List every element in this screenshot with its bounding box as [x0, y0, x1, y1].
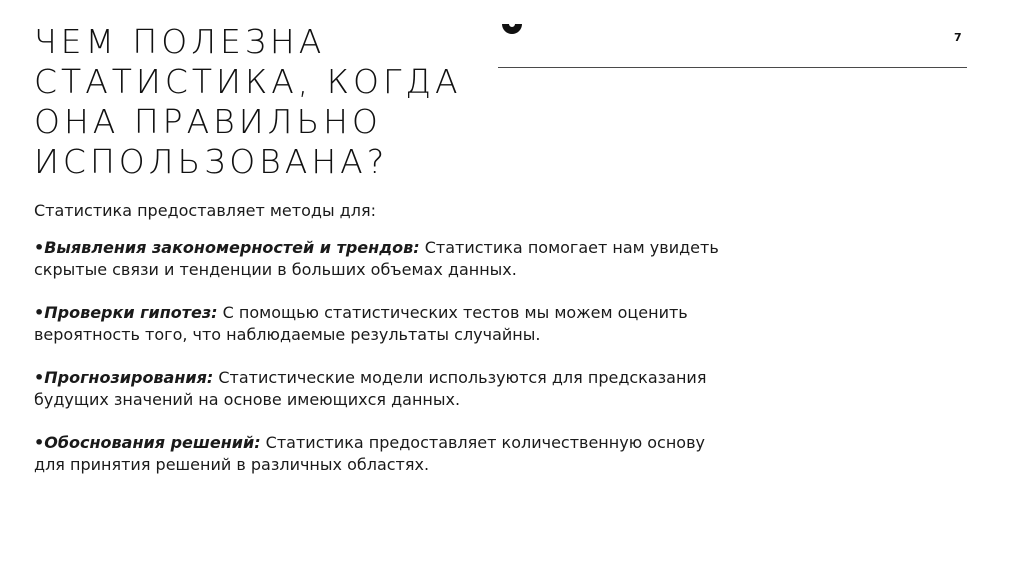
bullet-marker: •: [34, 433, 45, 452]
item-text: С помощью статистических тестов мы можем оценить вероятность того, что наблюдаемые результаты случайны.: [34, 303, 688, 344]
slide-title-line-2: СТАТИСТИКА, КОГДА: [34, 62, 462, 101]
list-item: [34, 302, 734, 346]
half-circle-logo-icon: [500, 18, 524, 42]
slide-title-line-4: ИСПОЛЬЗОВАНА?: [34, 142, 389, 181]
item-term: Выявления закономерностей и трендов:: [44, 238, 420, 257]
header-divider: [498, 67, 967, 68]
item-term: Прогнозирования:: [44, 368, 214, 387]
slide-title: [34, 22, 474, 182]
item-text: Статистика помогает нам увидеть скрытые связи и тенденции в больших объемах данных.: [34, 238, 719, 279]
list-item: [34, 237, 734, 281]
bullet-marker: •: [34, 238, 45, 257]
item-term: Обоснования решений:: [44, 433, 261, 452]
bullet-marker: •: [34, 368, 45, 387]
bullet-marker: •: [34, 303, 45, 322]
intro-text: Статистика предоставляет методы для:: [34, 201, 376, 220]
slide-body: [34, 200, 734, 497]
item-text: Статистика предоставляет количественную основу для принятия решений в различных областях.: [34, 433, 705, 474]
item-term: Проверки гипотез:: [44, 303, 218, 322]
list-item: [34, 432, 734, 476]
page-number: 7: [954, 31, 962, 44]
item-text: Статистические модели используются для предсказания будущих значений на основе имеющихся данных.: [34, 368, 707, 409]
slide-title-line-1: ЧЕМ ПОЛЕЗНА: [34, 22, 326, 61]
list-item: [34, 367, 734, 411]
slide-title-line-3: ОНА ПРАВИЛЬНО: [34, 102, 382, 141]
